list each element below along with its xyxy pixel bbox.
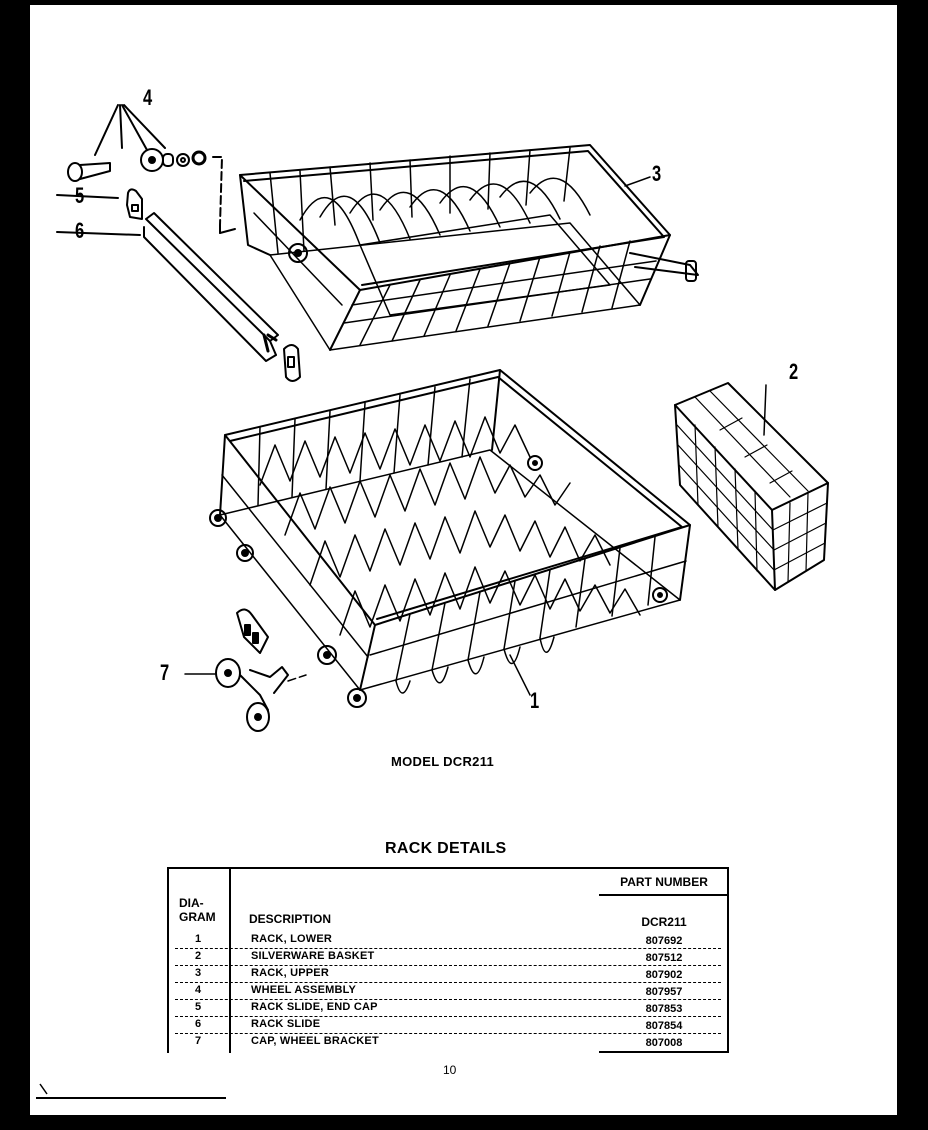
callout-7: 7 [160,660,170,685]
wheel-bracket-drawing [185,609,306,731]
rack-slide-drawing [57,213,300,381]
model-caption: MODEL DCR211 [391,754,495,769]
row-description: RACK SLIDE [251,1018,321,1030]
row-diagram-number: 7 [194,1035,202,1047]
row-diagram-number: 3 [194,967,202,979]
silverware-basket-drawing [675,383,828,590]
row-description: CAP, WHEEL BRACKET [251,1035,379,1047]
row-divider [175,999,721,1000]
parts-table [167,867,729,1053]
callout-4: 4 [143,85,153,110]
row-divider [175,982,721,983]
header-description: DESCRIPTION [249,912,332,926]
row-part-number: 807853 [645,1003,683,1015]
callout-6: 6 [75,218,85,243]
row-divider [175,1016,721,1017]
table-row [167,950,729,967]
header-model: DCR211 [641,915,687,929]
callout-1: 1 [530,688,540,713]
callout-3: 3 [652,161,662,186]
row-diagram-number: 2 [194,950,202,962]
row-divider [175,948,721,949]
header-diagram-line1: DIA- [179,896,204,910]
parts-diagram-page [30,5,897,1115]
row-description: RACK SLIDE, END CAP [251,1001,378,1013]
row-part-number: 807854 [645,1020,683,1032]
row-description: SILVERWARE BASKET [251,950,375,962]
table-title: RACK DETAILS [385,840,507,857]
row-part-number: 807902 [645,969,683,981]
upper-rack-drawing [240,145,698,350]
row-part-number: 807008 [645,1037,683,1049]
row-description: RACK, UPPER [251,967,329,979]
page-number: 10 [443,1063,457,1077]
row-diagram-number: 5 [194,1001,202,1013]
part-number-header-divider [599,894,729,896]
table-row [167,984,729,1001]
row-description: RACK, LOWER [251,933,333,945]
row-description: WHEEL ASSEMBLY [251,984,357,996]
row-divider [175,965,721,966]
row-part-number: 807692 [645,935,683,947]
table-row [167,1035,729,1052]
rack-slide-end-cap-drawing [57,189,142,219]
table-row [167,1018,729,1035]
lower-rack-drawing [210,370,690,707]
row-diagram-number: 4 [194,984,202,996]
row-part-number: 807957 [645,986,683,998]
header-diagram-line2: GRAM [179,910,216,924]
exploded-parts-illustration [30,5,897,765]
row-part-number: 807512 [645,952,683,964]
header-part-number: PART NUMBER [620,875,708,889]
table-row [167,1001,729,1018]
callout-5: 5 [75,183,85,208]
row-diagram-number: 1 [194,933,202,945]
table-row [167,933,729,950]
row-divider [175,1033,721,1034]
row-diagram-number: 6 [194,1018,202,1030]
table-row [167,967,729,984]
callout-2: 2 [789,359,799,384]
scan-mark [30,1080,230,1100]
